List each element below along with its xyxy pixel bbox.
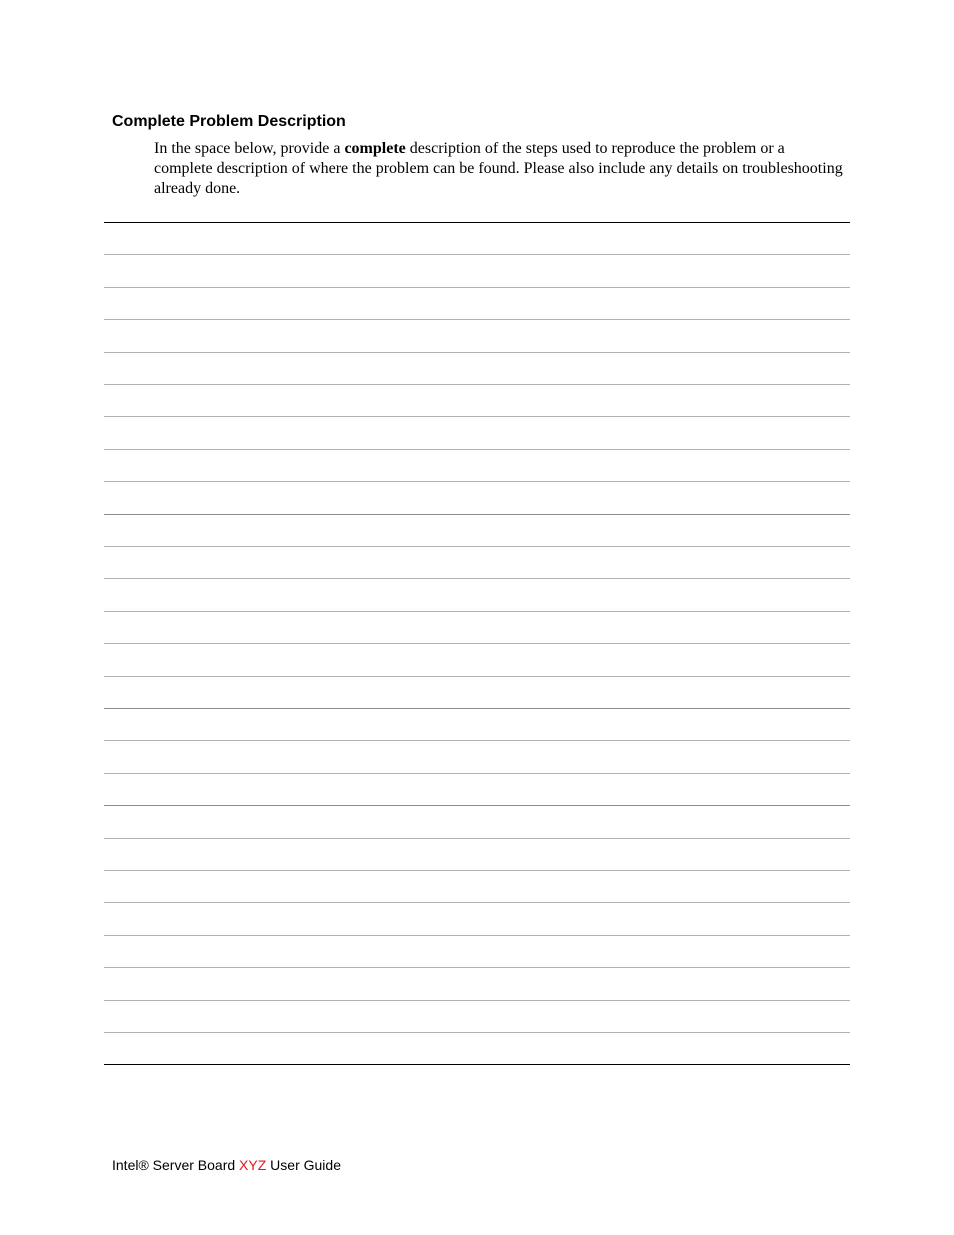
instructions-text-end: description of the steps used to reproduce the problem or a complete description of where the problem can be found. Please also include any details on troubleshooting already done. [154, 140, 843, 197]
writing-line [104, 870, 850, 871]
writing-line [104, 319, 850, 320]
writing-line [104, 287, 850, 288]
instructions-paragraph [154, 139, 844, 199]
writing-line [104, 805, 850, 806]
footer-product-prefix: Intel® Server Board [112, 1157, 240, 1173]
writing-line [104, 902, 850, 903]
writing-line [104, 1000, 850, 1001]
writing-line [104, 546, 850, 547]
footer-product-suffix: User Guide [266, 1157, 341, 1173]
writing-line [104, 254, 850, 255]
writing-line [104, 935, 850, 936]
writing-line [104, 676, 850, 677]
writing-line [104, 384, 850, 385]
writing-line [104, 514, 850, 515]
writing-line [104, 773, 850, 774]
writing-line [104, 967, 850, 968]
writing-line [104, 611, 850, 612]
writing-line [104, 708, 850, 709]
writing-line [104, 838, 850, 839]
footer-product-model: XYZ [239, 1157, 267, 1173]
writing-line [104, 222, 850, 223]
writing-line [104, 1032, 850, 1033]
instructions-text-start: In the space below, provide a [154, 140, 345, 157]
page-footer [112, 1156, 341, 1174]
writing-line [104, 578, 850, 579]
writing-line [104, 1064, 850, 1065]
writing-line [104, 740, 850, 741]
writing-line [104, 416, 850, 417]
instructions-emphasis: complete [344, 140, 406, 157]
writing-line [104, 481, 850, 482]
section-heading: Complete Problem Description [112, 113, 346, 130]
writing-line [104, 352, 850, 353]
writing-line [104, 643, 850, 644]
writing-line [104, 449, 850, 450]
writing-lines-area[interactable] [104, 222, 850, 1064]
